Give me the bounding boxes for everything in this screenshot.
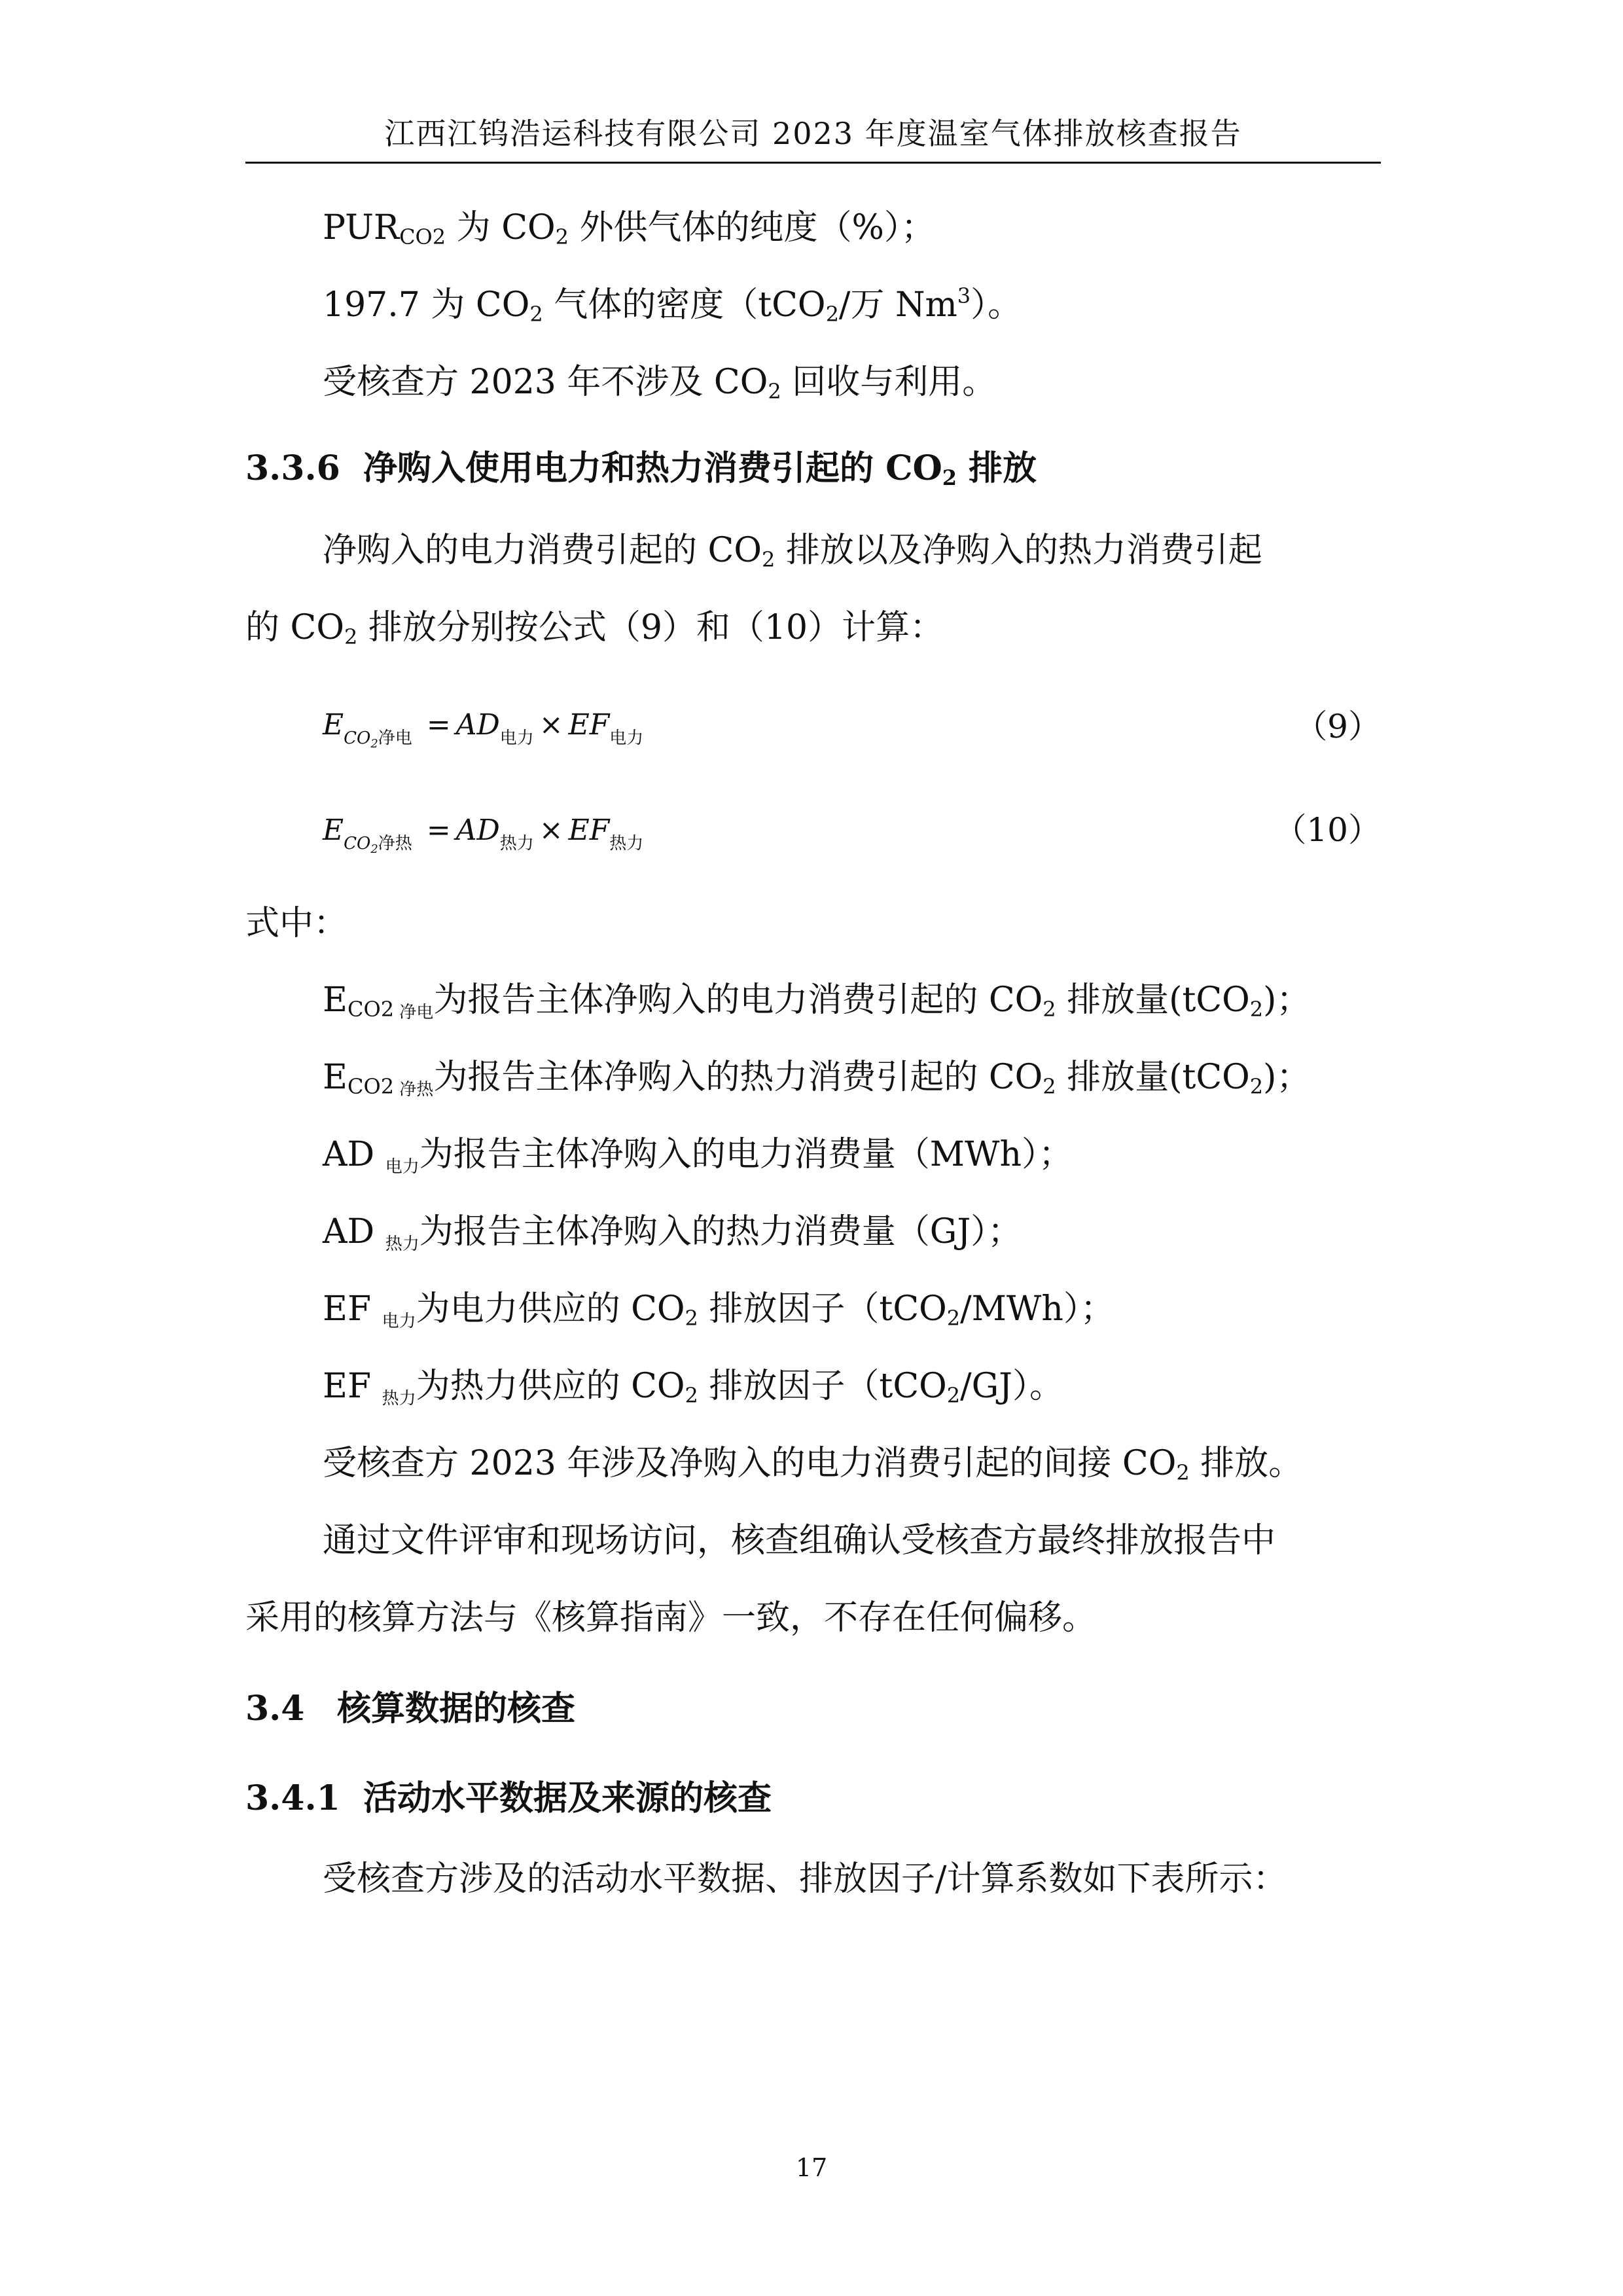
subscript: 2 [946, 1383, 961, 1408]
paragraph-pur [323, 208, 935, 249]
subscript: 2 [1249, 997, 1264, 1022]
superscript: 3 [957, 283, 971, 308]
text: /万 Nm [838, 285, 957, 325]
text: 受核查方 2023 年不涉及 CO [323, 363, 768, 402]
running-header: 江西江钨浩运科技有限公司 2023 年度温室气体排放核查报告 [384, 116, 1242, 151]
equation-number-10: （10） [1274, 811, 1381, 849]
subscript: 2 [344, 624, 358, 649]
text: 回收与利用。 [781, 363, 997, 402]
text: 为 CO [446, 208, 556, 247]
text: /GJ）。 [960, 1367, 1064, 1406]
formula-operator: = [426, 814, 451, 847]
formula-sub-text: 净电 [378, 728, 412, 748]
formula-symbol: E [323, 814, 344, 847]
formula-sub-text: 电力 [499, 728, 534, 748]
subscript: 2 [768, 379, 781, 404]
formula-operator: × [539, 708, 563, 742]
text: 的 CO [245, 608, 344, 647]
text: 排放因子（tCO [698, 1289, 947, 1329]
subscript: 电力 [385, 1157, 419, 1177]
formula-sub-text: 热力 [609, 834, 644, 853]
where-label: 式中： [245, 904, 348, 943]
text: E [323, 1058, 348, 1097]
paragraph-intro-line1 [323, 531, 1262, 572]
paragraph-intro-line2 [245, 608, 944, 649]
formula-subscript [500, 834, 534, 853]
formula-sub-text: CO [344, 728, 371, 748]
text: EF [323, 1367, 382, 1406]
subscript: 2 [946, 1306, 961, 1331]
formula-subscript [609, 834, 643, 853]
text: 为报告主体净购入的热力消费量（GJ）； [419, 1212, 1022, 1251]
subscript: 热力 [385, 1234, 419, 1254]
formula-10 [323, 814, 644, 856]
header-rule [245, 162, 1381, 164]
heading-3-4 [245, 1689, 576, 1729]
section-number: 3.3.6 [245, 448, 340, 488]
text: 为报告主体净购入的热力消费引起的 CO [433, 1058, 1043, 1097]
text: 气体的密度（tCO [543, 285, 826, 325]
subscript: 净热 [394, 1080, 434, 1100]
text: )； [1263, 980, 1311, 1020]
formula-symbol: AD [455, 814, 500, 847]
text: 为热力供应的 CO [416, 1367, 685, 1406]
equation-number-9: （9） [1294, 708, 1381, 745]
text: 排放因子（tCO [698, 1367, 947, 1406]
text: 排放分别按公式（9）和（10）计算： [357, 608, 944, 647]
text: E [323, 980, 348, 1020]
subscript: 电力 [382, 1312, 416, 1331]
formula-subscript [500, 728, 534, 748]
text: 排放量(tCO [1056, 980, 1250, 1020]
formula-symbol: AD [455, 708, 500, 742]
formula-sub-text: 净热 [378, 834, 412, 853]
text: EF [323, 1289, 382, 1329]
subscript: 2 [1176, 1460, 1190, 1485]
formula-sub-text: CO [344, 834, 371, 853]
text: /MWh）； [960, 1289, 1115, 1329]
subscript: 2 [555, 224, 569, 249]
text: AD [323, 1135, 385, 1174]
definition-ad-electricity [323, 1135, 1073, 1177]
formula-symbol: EF [568, 708, 610, 742]
definition-ef-heat [323, 1367, 1064, 1408]
text: 为报告主体净购入的电力消费引起的 CO [433, 980, 1043, 1020]
definition-e-net-heat [323, 1058, 1311, 1100]
subscript: 2 [761, 547, 776, 572]
subscript: CO2 [399, 224, 446, 249]
text: 排放。 [1189, 1444, 1303, 1483]
text: 排放量(tCO [1056, 1058, 1250, 1097]
formula-symbol: E [323, 708, 344, 742]
formula-operator: = [426, 708, 451, 742]
text: ）。 [971, 285, 1022, 325]
text: )； [1263, 1058, 1311, 1097]
heading-text: 净购入使用电力和热力消费引起的 CO [363, 448, 942, 488]
paragraph-density [323, 283, 1022, 327]
formula-9 [323, 708, 644, 751]
formula-sub-sub: 2 [370, 842, 378, 856]
text: 外供气体的纯度（%）； [568, 208, 935, 247]
subscript: 2 [1043, 1074, 1056, 1099]
heading-3-4-1 [245, 1778, 772, 1818]
formula-operator: × [539, 814, 563, 847]
heading-text: 核算数据的核查 [337, 1689, 576, 1729]
subscript: 净电 [394, 1003, 434, 1022]
subscript: CO2 [347, 1074, 395, 1099]
subscript: 2 [1249, 1074, 1264, 1099]
heading-3-3-6 [245, 448, 1037, 490]
paragraph-review-line2: 采用的核算方法与《核算指南》一致，不存在任何偏移。 [245, 1598, 1097, 1638]
subscript: 2 [529, 302, 543, 327]
definition-ef-electricity [323, 1289, 1115, 1331]
text: 净购入的电力消费引起的 CO [323, 531, 762, 570]
text: PUR [323, 208, 400, 247]
page-number: 17 [795, 2153, 828, 2182]
text: 为报告主体净购入的电力消费量（MWh）； [419, 1135, 1073, 1174]
formula-symbol: EF [568, 814, 610, 847]
paragraph-no-recovery [323, 363, 997, 404]
section-number: 3.4 [245, 1689, 305, 1729]
subscript: 热力 [382, 1389, 416, 1408]
subscript: 2 [1043, 997, 1056, 1022]
paragraph-indirect-emission [323, 1444, 1303, 1485]
subscript: 2 [685, 1306, 698, 1331]
subscript: 2 [942, 465, 957, 490]
section-number: 3.4.1 [245, 1778, 340, 1818]
formula-subscript [609, 728, 643, 748]
text: 排放以及净购入的热力消费引起 [775, 531, 1262, 570]
formula-subscript [344, 728, 412, 751]
text: 197.7 为 CO [323, 285, 530, 325]
formula-subscript [344, 834, 412, 856]
subscript: 2 [825, 302, 839, 327]
definition-ad-heat [323, 1212, 1022, 1254]
paragraph-table-intro: 受核查方涉及的活动水平数据、排放因子/计算系数如下表所示： [323, 1859, 1287, 1899]
heading-text: 活动水平数据及来源的核查 [363, 1778, 772, 1818]
subscript: 2 [685, 1383, 698, 1408]
heading-text: 排放 [957, 448, 1037, 488]
formula-sub-sub: 2 [370, 737, 378, 751]
formula-sub-text: 热力 [499, 834, 534, 853]
formula-sub-text: 电力 [609, 728, 644, 748]
text: AD [323, 1212, 385, 1251]
text: 为电力供应的 CO [416, 1289, 685, 1329]
text: 受核查方 2023 年涉及净购入的电力消费引起的间接 CO [323, 1444, 1177, 1483]
paragraph-review-line1: 通过文件评审和现场访问，核查组确认受核查方最终排放报告中 [323, 1521, 1276, 1560]
subscript: CO2 [347, 997, 395, 1022]
definition-e-net-electricity [323, 980, 1311, 1022]
